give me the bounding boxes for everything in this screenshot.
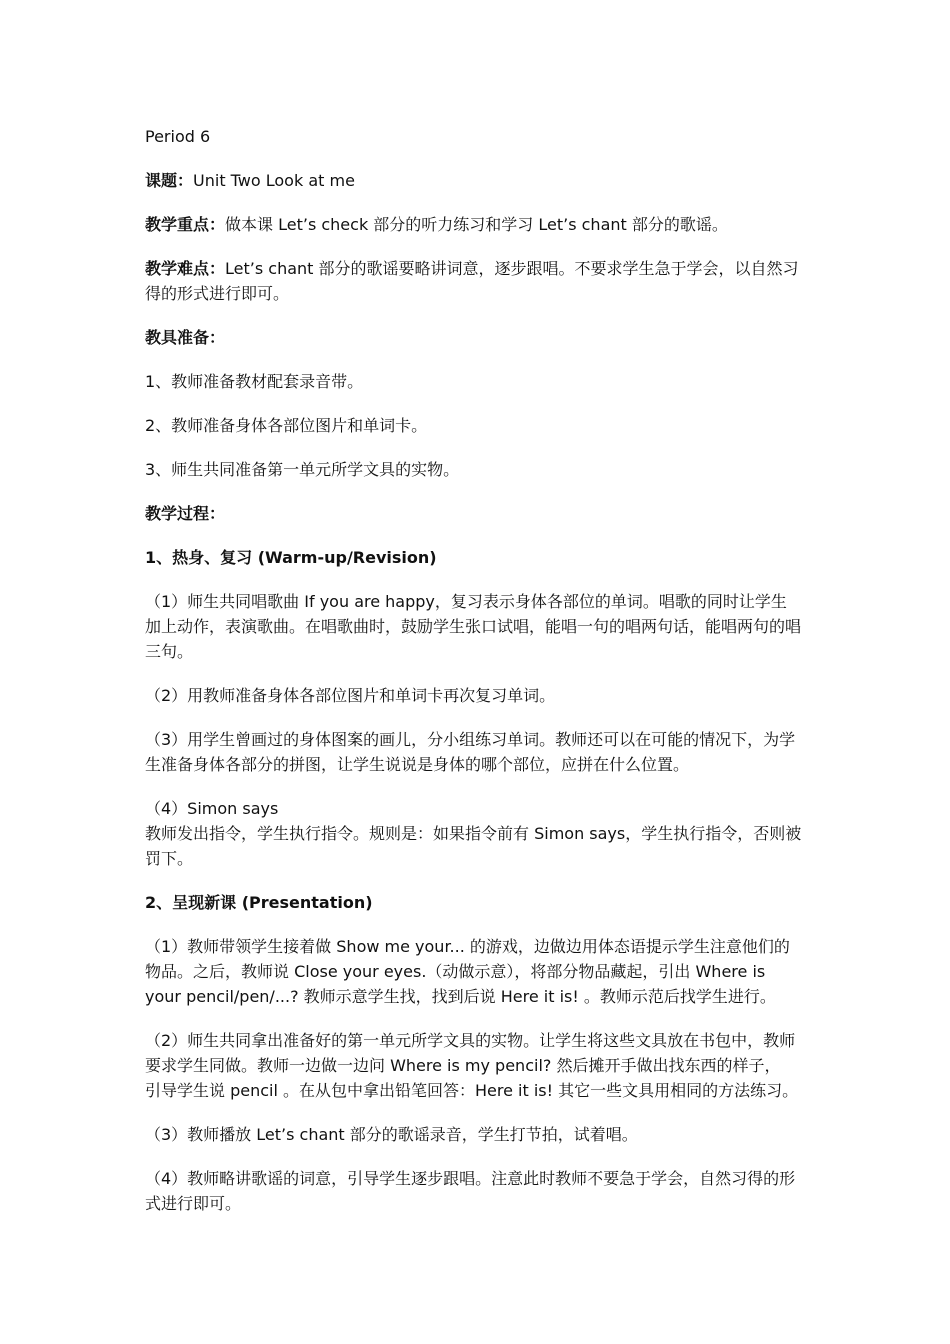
text-line: 三句。	[145, 642, 194, 661]
difficulty-paragraph	[145, 256, 825, 306]
materials-item: 3、师生共同准备第一单元所学文具的实物。	[145, 460, 460, 479]
text-line: （4）Simon says	[145, 799, 279, 818]
warmup-step-1	[145, 589, 825, 664]
text-line: 教师发出指令，学生执行指令。规则是：如果指令前有 Simon says，学生执行指令，否则被	[145, 824, 802, 843]
focus-label: 教学重点：	[145, 215, 226, 234]
text-line: 物品。之后，教师说 Close your eyes.（动做示意），将部分物品藏起，引出 Where is	[145, 962, 766, 981]
difficulty-label: 教学难点：	[145, 259, 226, 278]
difficulty-text-2: 得的形式进行即可。	[145, 284, 290, 303]
text-line: 式进行即可。	[145, 1194, 242, 1213]
presentation-step-3: （3）教师播放 Let’s chant 部分的歌谣录音，学生打节拍，试着唱。	[145, 1125, 638, 1144]
text-line: your pencil/pen/...? 教师示意学生找，找到后说 Here it is! 。教师示范后找学生进行。	[145, 987, 776, 1006]
focus-line	[145, 212, 825, 237]
text-line: 要求学生同做。教师一边做一边问 Where is my pencil? 然后摊开手做出找东西的样子，	[145, 1056, 781, 1075]
document-page	[145, 124, 825, 1235]
focus-value: 做本课 Let’s check 部分的听力练习和学习 Let’s chant 部分的歌谣。	[225, 215, 728, 234]
presentation-heading: 2、呈现新课 (Presentation)	[145, 893, 373, 912]
materials-item: 1、教师准备教材配套录音带。	[145, 372, 364, 391]
materials-item: 2、教师准备身体各部位图片和单词卡。	[145, 416, 428, 435]
text-line: （2）师生共同拿出准备好的第一单元所学文具的实物。让学生将这些文具放在书包中，教师	[145, 1031, 796, 1050]
text-line: （1）教师带领学生接着做 Show me your... 的游戏，边做边用体态语提示学生注意他们的	[145, 937, 790, 956]
text-line: （1）师生共同唱歌曲 If you are happy，复习表示身体各部位的单词。唱歌的同时让学生	[145, 592, 787, 611]
presentation-step-2	[145, 1028, 825, 1103]
topic-label: 课题：	[145, 171, 194, 190]
presentation-step-4	[145, 1166, 825, 1216]
materials-label: 教具准备：	[145, 328, 226, 347]
period-title: Period 6	[145, 127, 211, 146]
presentation-step-1	[145, 934, 825, 1009]
warmup-step-3	[145, 727, 825, 777]
text-line: 生准备身体各部分的拼图，让学生说说是身体的哪个部位，应拼在什么位置。	[145, 755, 690, 774]
warmup-heading: 1、热身、复习 (Warm-up/Revision)	[145, 548, 437, 567]
topic-line	[145, 168, 825, 193]
warmup-step-2: （2）用教师准备身体各部位图片和单词卡再次复习单词。	[145, 686, 556, 705]
topic-value: Unit Two Look at me	[193, 171, 355, 190]
text-line: 罚下。	[145, 849, 194, 868]
text-line: 加上动作，表演歌曲。在唱歌曲时，鼓励学生张口试唱，能唱一句的唱两句话，能唱两句的唱	[145, 617, 802, 636]
process-label: 教学过程：	[145, 504, 226, 523]
difficulty-text-1: Let’s chant 部分的歌谣要略讲词意，逐步跟唱。不要求学生急于学会，以自然习	[225, 259, 799, 278]
text-line: （4）教师略讲歌谣的词意，引导学生逐步跟唱。注意此时教师不要急于学会，自然习得的形	[145, 1169, 796, 1188]
text-line: 引导学生说 pencil 。在从包中拿出铅笔回答：Here it is! 其它一些文具用相同的方法练习。	[145, 1081, 799, 1100]
warmup-step-4	[145, 796, 825, 871]
text-line: （3）用学生曾画过的身体图案的画儿，分小组练习单词。教师还可以在可能的情况下，为学	[145, 730, 796, 749]
